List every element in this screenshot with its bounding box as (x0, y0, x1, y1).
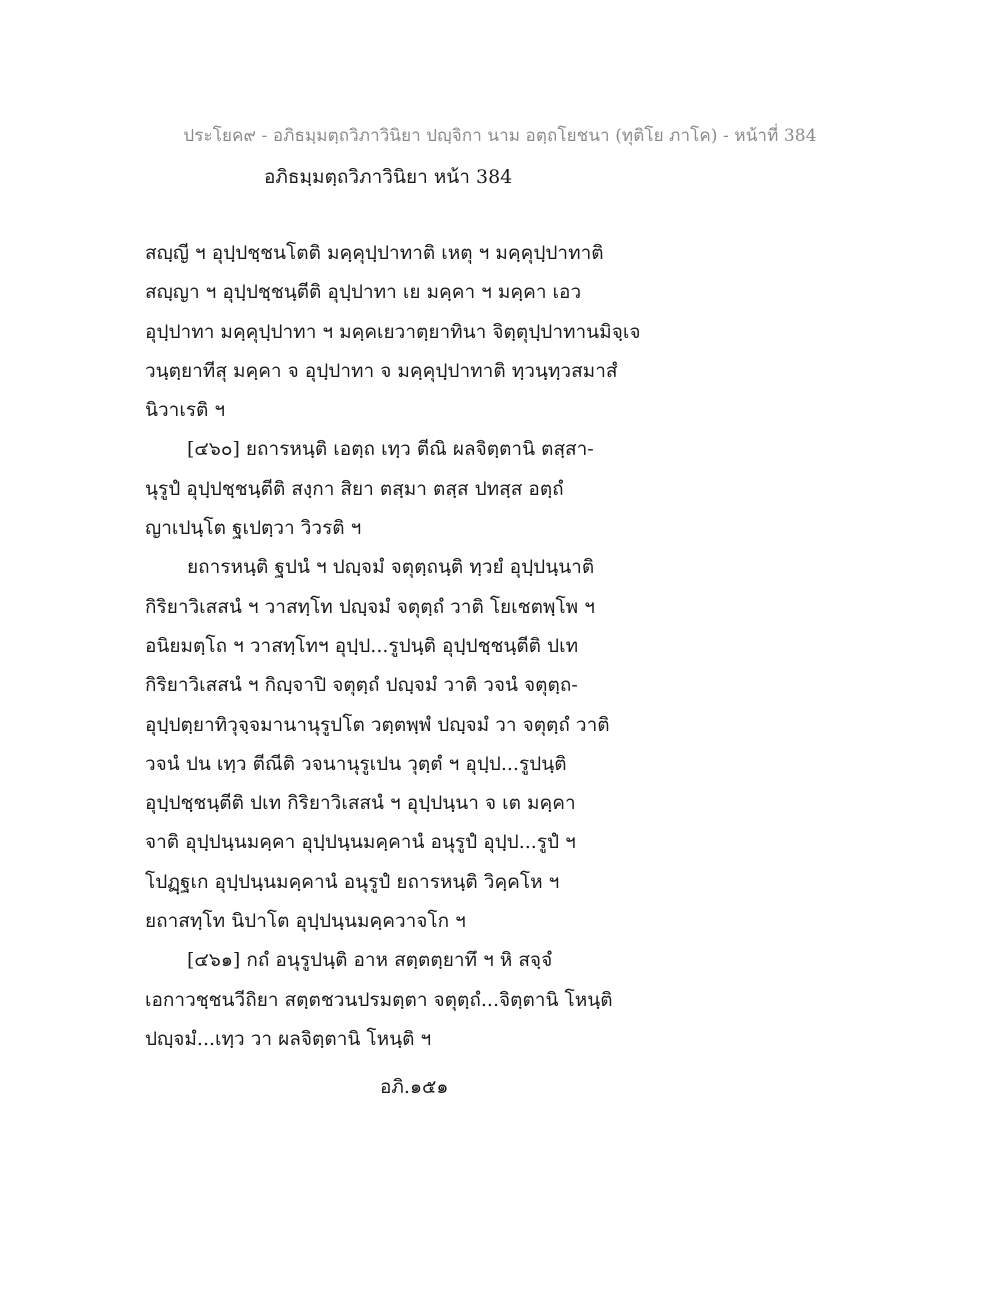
text-line: ยถารหนฺติ ฐปนํ ฯ ปญฺจมํ จตุตฺถนฺติ ทฺวยํ อุปฺปนฺนาติ (187, 556, 595, 579)
text-line: นุรูปํ อุปฺปชฺชนฺตีติ สงฺกา สิยา ตสฺมา ตสฺส ปทสฺส อตฺถํ (145, 477, 564, 500)
text-line: เอกาวชฺชนวีถิยา สตฺตชวนปรมตฺตา จตุตฺถํ...จิตฺตานิ โหนฺติ (145, 988, 613, 1011)
body-text (145, 234, 665, 1059)
text-line: [๔๖๐] ยถารหนฺติ เอตฺถ เทฺว ตีณิ ผลจิตฺตานิ ตสฺสา- (187, 438, 594, 461)
text-line: อุปฺปตฺยาทิวุจฺจมานานุรูปโต วตฺตพฺพํ ปญฺจมํ วา จตุตฺถํ วาติ (145, 713, 610, 736)
text-line: ญาเปนฺโต ฐเปตฺวา วิวรติ ฯ (145, 517, 362, 540)
text-line: กิริยาวิเสสนํ ฯ วาสทฺโท ปญฺจมํ จตุตฺถํ วาติ โยเชตพฺโพ ฯ (145, 595, 595, 618)
page-footer: อภิ.๑๕๑ (380, 1076, 449, 1098)
page-title: อภิธมฺมตฺถวิภาวินิยา หน้า 384 (264, 166, 513, 188)
text-line: โปฏฺฐเก อุปฺปนฺนมคฺคานํ อนุรูปํ ยถารหนฺติ วิคฺคโห ฯ (145, 870, 560, 893)
text-line: [๔๖๑] กถํ อนุรูปนฺติ อาห สตฺตตฺยาทึ ฯ หิ สจฺจํ (187, 949, 553, 972)
text-line: ยถาสทฺโท นิปาโต อุปฺปนฺนมคฺควาจโก ฯ (145, 910, 466, 933)
text-line: อนิยมตฺโถ ฯ วาสทฺโทฯ อุปฺป...รูปนฺติ อุปฺปชฺชนฺตีติ ปเท (145, 634, 579, 657)
text-line: สญฺญา ฯ อุปฺปชฺชนฺตีติ อุปฺปาทา เย มคฺคา ฯ มคฺคา เอว (145, 281, 582, 304)
text-line: นิวาเรติ ฯ (145, 399, 226, 422)
text-line: วนฺตฺยาทีสุ มคฺคา จ อุปฺปาทา จ มคฺคุปฺปาทาติ ทฺวนฺทฺวสมาสํ (145, 359, 618, 382)
text-line: ปญฺจมํ...เทฺว วา ผลจิตฺตานิ โหนฺติ ฯ (145, 1027, 432, 1050)
text-line: กิริยาวิเสสนํ ฯ กิญฺจาปิ จตุตฺถํ ปญฺจมํ วาติ วจนํ จตุตฺถ- (145, 674, 578, 697)
text-line: จาติ อุปฺปนฺนมคฺคา อุปฺปนฺนมคฺคานํ อนุรูปํ อุปฺป...รูปํ ฯ (145, 831, 576, 854)
text-line: อุปฺปาทา มคฺคุปฺปาทา ฯ มคฺคเยวาตฺยาทินา จิตฺตุปฺปาทานมิจฺเจ (145, 320, 641, 343)
text-line: อุปฺปชฺชนฺตีติ ปเท กิริยาวิเสสนํ ฯ อุปฺปนฺนา จ เต มคฺคา (145, 792, 576, 815)
text-line: วจนํ ปน เทฺว ตีณีติ วจนานุรูเปน วุตฺตํ ฯ อุปฺป...รูปนฺติ (145, 752, 567, 775)
running-header: ประโยค๙ - อภิธมฺมตฺถวิภาวินิยา ปญฺจิกา นาม อตฺถโยชนา (ทุติโย ภาโค) - หน้าที่ 384 (183, 126, 817, 146)
text-line: สญฺญี ฯ อุปฺปชฺชนโตติ มคฺคุปฺปาทาติ เหตุ ฯ มคฺคุปฺปาทาติ (145, 242, 604, 264)
